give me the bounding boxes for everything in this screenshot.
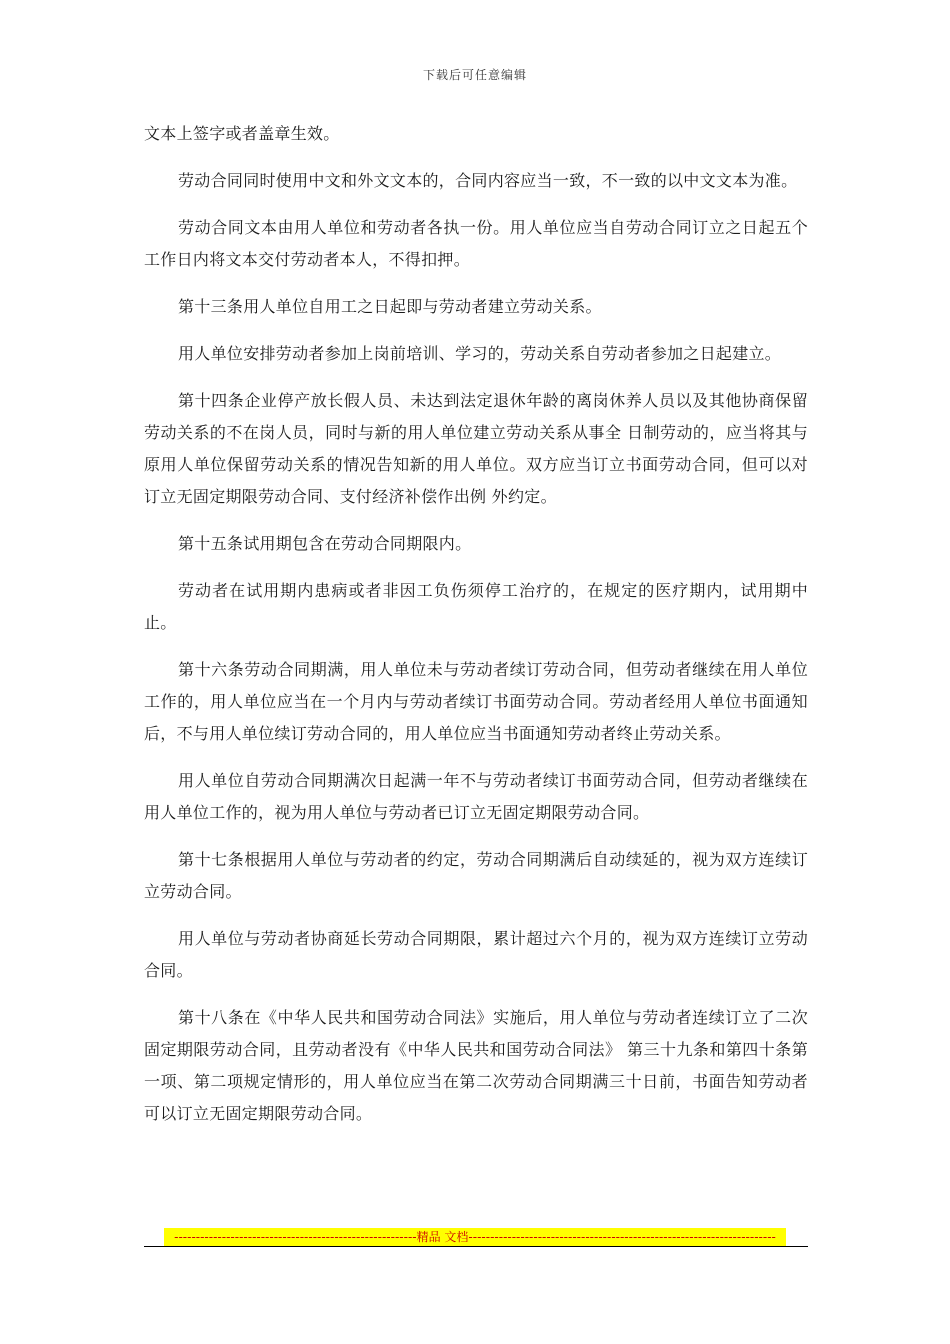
paragraph: 劳动者在试用期内患病或者非因工负伤须停工治疗的，在规定的医疗期内，试用期中止。 [144,581,808,632]
article-17-paragraph: 第十七条根据用人单位与劳动者的约定，劳动合同期满后自动续延的，视为双方连续订立劳动合同。 [144,850,808,901]
paragraph: 文本上签字或者盖章生效。 [144,124,340,143]
document-body [144,118,808,1145]
article-15-paragraph: 第十五条试用期包含在劳动合同期限内。 [178,534,472,553]
article-16-paragraph: 第十六条劳动合同期满，用人单位未与劳动者续订劳动合同，但劳动者继续在用人单位工作的，用人单位应当在一个月内与劳动者续订书面劳动合同。劳动者经用人单位书面通知后，不与用人单位续订劳动合同的，用人单位应当书面通知劳动者终止劳动关系。 [144,660,808,743]
paragraph: 用人单位安排劳动者参加上岗前培训、学习的，劳动关系自劳动者参加之日起建立。 [178,344,782,363]
paragraph: 劳动合同同时使用中文和外文文本的，合同内容应当一致，不一致的以中文文本为准。 [178,171,798,190]
article-13-paragraph: 第十三条用人单位自用工之日起即与劳动者建立劳动关系。 [178,297,602,316]
page-header: 下载后可任意编辑 [422,68,527,82]
footer-banner: --------------------------------------------------------精品 文档----------------------------------------------------------------------- [164,1228,786,1246]
paragraph: 用人单位自劳动合同期满次日起满一年不与劳动者续订书面劳动合同，但劳动者继续在用人单位工作的，视为用人单位与劳动者已订立无固定期限劳动合同。 [144,771,808,822]
footer-divider [144,1246,808,1247]
paragraph: 用人单位与劳动者协商延长劳动合同期限，累计超过六个月的，视为双方连续订立劳动合同。 [144,929,808,980]
page-footer [144,1228,808,1247]
article-14-paragraph: 第十四条企业停产放长假人员、未达到法定退休年龄的离岗休养人员以及其他协商保留劳动关系的不在岗人员，同时与新的用人单位建立劳动关系从事全 日制劳动的，应当将其与原用人单位保留劳动关系的情况告知新的用人单位。双方应当订立书面劳动合同，但可以对订立无固定期限劳动合同、支付经济补偿作出例 外约定。 [144,391,808,506]
article-18-paragraph: 第十八条在《中华人民共和国劳动合同法》实施后，用人单位与劳动者连续订立了二次固定期限劳动合同，且劳动者没有《中华人民共和国劳动合同法》 第三十九条和第四十条第一项、第二项规定情形的，用人单位应当在第二次劳动合同期满三十日前，书面告知劳动者可以订立无固定期限劳动合同。 [144,1008,808,1123]
paragraph: 劳动合同文本由用人单位和劳动者各执一份。用人单位应当自劳动合同订立之日起五个工作日内将文本交付劳动者本人，不得扣押。 [144,218,808,269]
